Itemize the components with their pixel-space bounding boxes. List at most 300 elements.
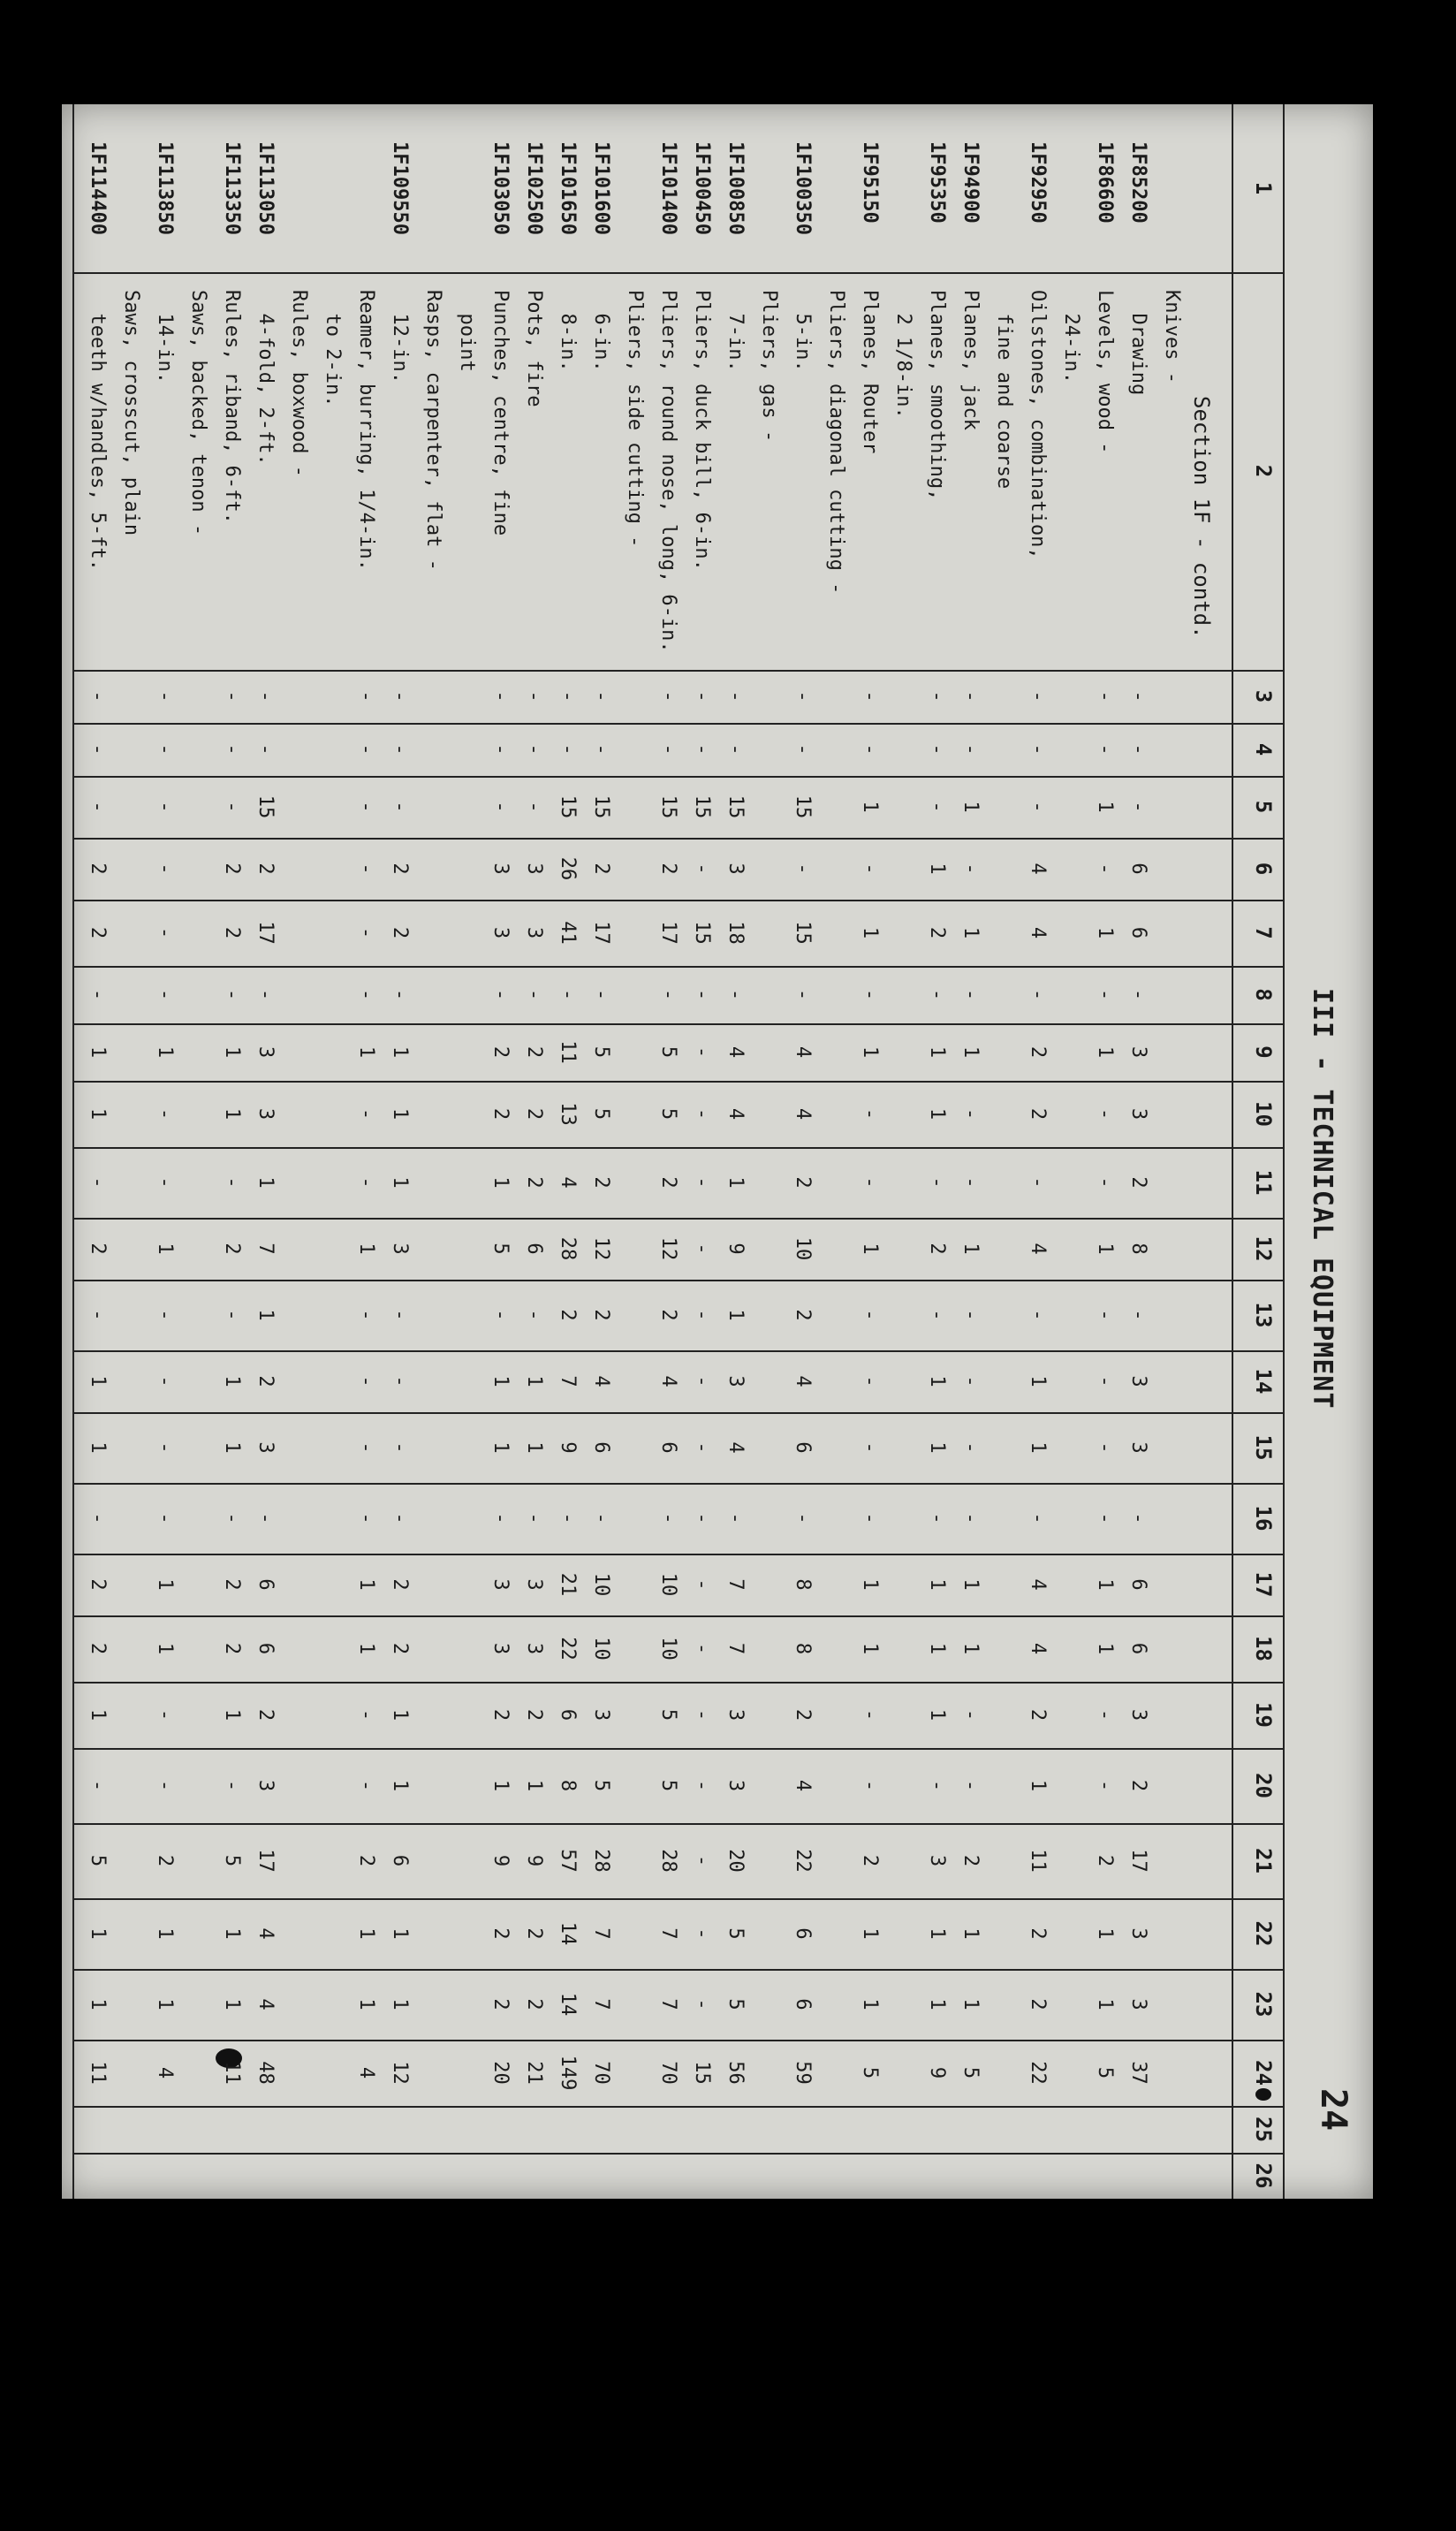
quantity-cell: - bbox=[355, 1708, 377, 1722]
quantity-cell: 1 bbox=[926, 1107, 948, 1121]
column-header: 9 bbox=[1251, 1045, 1276, 1059]
quantity-cell: - bbox=[959, 1107, 982, 1121]
stock-number: 1F101600 bbox=[590, 141, 612, 235]
column-header: 25 bbox=[1251, 2117, 1276, 2142]
item-description: Saws, crosscut, plain bbox=[120, 290, 142, 536]
quantity-cell: 1 bbox=[959, 1642, 982, 1655]
quantity-cell: 1 bbox=[959, 926, 982, 939]
quantity-cell: 21 bbox=[557, 1572, 579, 1597]
quantity-cell: 5 bbox=[724, 1927, 747, 1940]
quantity-cell: 2 bbox=[557, 1309, 579, 1321]
quantity-cell: 4 bbox=[724, 1441, 747, 1454]
quantity-cell: 2 bbox=[87, 1578, 109, 1591]
quantity-cell: - bbox=[859, 743, 881, 756]
quantity-cell: - bbox=[355, 1107, 377, 1121]
quantity-cell: 5 bbox=[590, 1107, 612, 1121]
quantity-cell: - bbox=[691, 1854, 713, 1867]
quantity-cell: 4 bbox=[1027, 863, 1049, 875]
quantity-cell: - bbox=[959, 1441, 982, 1454]
quantity-cell: 5 bbox=[221, 1854, 243, 1867]
quantity-cell: 7 bbox=[590, 1927, 612, 1940]
quantity-cell: - bbox=[691, 1243, 713, 1255]
quantity-cell: - bbox=[221, 1779, 243, 1792]
quantity-cell: - bbox=[859, 1512, 881, 1524]
quantity-cell: - bbox=[355, 1309, 377, 1321]
quantity-cell: - bbox=[691, 1176, 713, 1189]
quantity-cell: 6 bbox=[389, 1854, 411, 1867]
quantity-cell: 59 bbox=[792, 2061, 814, 2085]
quantity-cell: 13 bbox=[557, 1102, 579, 1126]
quantity-cell: 11 bbox=[221, 2061, 243, 2085]
stock-number: 1F100350 bbox=[792, 141, 814, 235]
item-description: Pliers, gas - bbox=[758, 290, 780, 443]
quantity-cell: 3 bbox=[489, 863, 512, 875]
quantity-cell: 18 bbox=[724, 921, 747, 945]
quantity-cell: 1 bbox=[959, 801, 982, 813]
quantity-cell: 8 bbox=[792, 1578, 814, 1591]
quantity-cell: - bbox=[154, 1779, 176, 1792]
quantity-cell: - bbox=[959, 1309, 982, 1321]
quantity-cell: 4 bbox=[1027, 1243, 1049, 1255]
quantity-cell: - bbox=[389, 801, 411, 813]
quantity-cell: - bbox=[355, 1441, 377, 1454]
quantity-cell: 20 bbox=[489, 2061, 512, 2085]
quantity-cell: 10 bbox=[590, 1572, 612, 1597]
item-description: Rules, riband, 6-ft. bbox=[221, 290, 243, 524]
quantity-cell: 14 bbox=[557, 1992, 579, 2017]
item-description: Knives - bbox=[1161, 290, 1183, 384]
quantity-cell: 9 bbox=[724, 1243, 747, 1255]
stock-number: 1F101400 bbox=[657, 141, 679, 235]
quantity-cell: 4 bbox=[254, 1998, 277, 2010]
quantity-cell: 4 bbox=[590, 1375, 612, 1387]
quantity-cell: 1 bbox=[926, 1927, 948, 1940]
quantity-cell: - bbox=[1127, 1512, 1149, 1524]
top-rule bbox=[1283, 104, 1285, 2199]
quantity-cell: 1 bbox=[355, 1642, 377, 1655]
item-description: to 2-in. bbox=[322, 290, 344, 407]
quantity-cell: 37 bbox=[1127, 2061, 1149, 2085]
quantity-cell: - bbox=[355, 863, 377, 875]
stock-number: 1F113350 bbox=[221, 141, 243, 235]
quantity-cell: - bbox=[724, 1512, 747, 1524]
quantity-cell: - bbox=[657, 690, 679, 703]
quantity-cell: 1 bbox=[389, 1107, 411, 1121]
quantity-cell: 1 bbox=[1094, 1927, 1116, 1940]
quantity-cell: 2 bbox=[926, 1243, 948, 1255]
quantity-cell: 4 bbox=[657, 1375, 679, 1387]
quantity-cell: 5 bbox=[859, 2066, 881, 2079]
quantity-cell: - bbox=[523, 690, 545, 703]
quantity-cell: 6 bbox=[557, 1708, 579, 1722]
quantity-cell: - bbox=[1094, 690, 1116, 703]
quantity-cell: 1 bbox=[1094, 1642, 1116, 1655]
quantity-cell: 15 bbox=[691, 2061, 713, 2085]
quantity-cell: - bbox=[859, 1779, 881, 1792]
quantity-cell: - bbox=[1094, 1779, 1116, 1792]
quantity-cell: 1 bbox=[221, 1107, 243, 1121]
quantity-cell: 1 bbox=[221, 1045, 243, 1059]
item-description: fine and coarse bbox=[993, 290, 1015, 490]
column-divider bbox=[74, 272, 1285, 274]
quantity-cell: - bbox=[926, 1309, 948, 1321]
quantity-cell: 9 bbox=[523, 1854, 545, 1867]
quantity-cell: - bbox=[590, 1512, 612, 1524]
quantity-cell: 1 bbox=[1094, 1998, 1116, 2010]
stock-number: 1F92950 bbox=[1027, 141, 1049, 224]
quantity-cell: - bbox=[389, 690, 411, 703]
stock-number: 1F113850 bbox=[154, 141, 176, 235]
quantity-cell: - bbox=[154, 1441, 176, 1454]
quantity-cell: - bbox=[1027, 1309, 1049, 1321]
quantity-cell: 26 bbox=[557, 856, 579, 881]
quantity-cell: 5 bbox=[590, 1779, 612, 1792]
quantity-cell: 2 bbox=[792, 1309, 814, 1321]
quantity-cell: - bbox=[355, 1176, 377, 1189]
quantity-cell: - bbox=[1127, 1309, 1149, 1321]
quantity-cell: 1 bbox=[926, 1375, 948, 1387]
quantity-cell: - bbox=[859, 1309, 881, 1321]
quantity-cell: - bbox=[154, 1375, 176, 1387]
quantity-cell: - bbox=[523, 1309, 545, 1321]
quantity-cell: - bbox=[389, 1441, 411, 1454]
quantity-cell: 1 bbox=[489, 1375, 512, 1387]
quantity-cell: - bbox=[792, 863, 814, 875]
quantity-cell: 4 bbox=[1027, 1578, 1049, 1591]
item-description: point bbox=[456, 290, 478, 372]
column-header: 21 bbox=[1251, 1848, 1276, 1874]
quantity-cell: 57 bbox=[557, 1849, 579, 1873]
quantity-cell: - bbox=[557, 988, 579, 1001]
quantity-cell: - bbox=[691, 1779, 713, 1792]
quantity-cell: 1 bbox=[254, 1176, 277, 1189]
quantity-cell: - bbox=[389, 1309, 411, 1321]
quantity-cell: - bbox=[1094, 988, 1116, 1001]
quantity-cell: - bbox=[859, 1107, 881, 1121]
quantity-cell: 8 bbox=[1127, 1243, 1149, 1255]
quantity-cell: - bbox=[959, 1375, 982, 1387]
quantity-cell: - bbox=[154, 801, 176, 813]
quantity-cell: 6 bbox=[254, 1642, 277, 1655]
column-header: 18 bbox=[1251, 1636, 1276, 1661]
column-header: 26 bbox=[1251, 2162, 1276, 2189]
quantity-cell: 5 bbox=[657, 1779, 679, 1792]
quantity-cell: 56 bbox=[724, 2061, 747, 2085]
quantity-cell: 6 bbox=[792, 1998, 814, 2010]
quantity-cell: 1 bbox=[389, 1176, 411, 1189]
item-description: Drawing bbox=[1127, 290, 1149, 396]
stock-number: 1F109550 bbox=[389, 141, 411, 235]
quantity-cell: 2 bbox=[657, 1309, 679, 1321]
quantity-cell: 41 bbox=[557, 921, 579, 945]
quantity-cell: 20 bbox=[724, 1849, 747, 1873]
quantity-cell: 8 bbox=[557, 1779, 579, 1792]
quantity-cell: 28 bbox=[590, 1849, 612, 1873]
quantity-cell: 1 bbox=[926, 1045, 948, 1059]
quantity-cell: - bbox=[355, 1512, 377, 1524]
quantity-cell: 17 bbox=[254, 921, 277, 945]
quantity-cell: - bbox=[859, 690, 881, 703]
quantity-cell: 10 bbox=[590, 1637, 612, 1661]
quantity-cell: 149 bbox=[557, 2055, 579, 2091]
quantity-cell: - bbox=[489, 743, 512, 756]
quantity-cell: - bbox=[221, 1176, 243, 1189]
column-header: 23 bbox=[1251, 1991, 1276, 2018]
quantity-cell: - bbox=[1094, 1441, 1116, 1454]
quantity-cell: - bbox=[355, 988, 377, 1001]
quantity-cell: - bbox=[557, 690, 579, 703]
quantity-cell: 1 bbox=[1094, 926, 1116, 939]
quantity-cell: - bbox=[355, 1375, 377, 1387]
quantity-cell: 3 bbox=[724, 1375, 747, 1387]
quantity-cell: 2 bbox=[154, 1854, 176, 1867]
quantity-cell: - bbox=[691, 690, 713, 703]
quantity-cell: 1 bbox=[1094, 801, 1116, 813]
stock-number: 1F95150 bbox=[859, 141, 881, 224]
quantity-cell: 3 bbox=[523, 863, 545, 875]
quantity-cell: 1 bbox=[959, 1243, 982, 1255]
quantity-cell: 2 bbox=[254, 1375, 277, 1387]
item-description: 12-in. bbox=[389, 290, 411, 384]
quantity-cell: 4 bbox=[254, 1927, 277, 1940]
quantity-cell: - bbox=[691, 743, 713, 756]
quantity-cell: - bbox=[1094, 1375, 1116, 1387]
quantity-cell: 4 bbox=[355, 2066, 377, 2079]
quantity-cell: - bbox=[959, 1708, 982, 1722]
quantity-cell: 10 bbox=[657, 1637, 679, 1661]
quantity-cell: - bbox=[691, 1708, 713, 1722]
quantity-cell: - bbox=[859, 863, 881, 875]
item-description: Reamer, burring, 1/4-in. bbox=[355, 290, 377, 571]
quantity-cell: 4 bbox=[792, 1045, 814, 1059]
quantity-cell: 1 bbox=[355, 1578, 377, 1591]
bottom-rule bbox=[72, 104, 74, 2199]
quantity-cell: - bbox=[154, 690, 176, 703]
quantity-cell: 15 bbox=[557, 794, 579, 819]
quantity-cell: - bbox=[859, 1375, 881, 1387]
quantity-cell: 15 bbox=[590, 794, 612, 819]
quantity-cell: 5 bbox=[657, 1107, 679, 1121]
quantity-cell: - bbox=[1127, 690, 1149, 703]
quantity-cell: - bbox=[523, 1512, 545, 1524]
quantity-cell: 15 bbox=[657, 794, 679, 819]
item-description: 24-in. bbox=[1060, 290, 1082, 384]
quantity-cell: 2 bbox=[590, 863, 612, 875]
quantity-cell: 15 bbox=[792, 921, 814, 945]
column-header: 13 bbox=[1251, 1302, 1276, 1328]
quantity-cell: 7 bbox=[724, 1578, 747, 1591]
quantity-cell: - bbox=[1127, 743, 1149, 756]
quantity-cell: 1 bbox=[859, 1045, 881, 1059]
quantity-cell: 7 bbox=[657, 1927, 679, 1940]
quantity-cell: 6 bbox=[1127, 926, 1149, 939]
quantity-cell: - bbox=[691, 1107, 713, 1121]
quantity-cell: - bbox=[87, 801, 109, 813]
quantity-cell: - bbox=[154, 1107, 176, 1121]
quantity-cell: 2 bbox=[389, 1642, 411, 1655]
stock-number: 1F113050 bbox=[254, 141, 277, 235]
quantity-cell: - bbox=[87, 1309, 109, 1321]
quantity-cell: - bbox=[87, 690, 109, 703]
quantity-cell: - bbox=[389, 1512, 411, 1524]
quantity-cell: 3 bbox=[724, 1779, 747, 1792]
quantity-cell: - bbox=[221, 690, 243, 703]
quantity-cell: 1 bbox=[389, 1708, 411, 1722]
column-header: 2 bbox=[1251, 464, 1276, 478]
quantity-cell: - bbox=[926, 988, 948, 1001]
quantity-cell: 3 bbox=[1127, 1708, 1149, 1722]
quantity-cell: 70 bbox=[657, 2061, 679, 2085]
quantity-cell: 5 bbox=[657, 1708, 679, 1722]
quantity-cell: 2 bbox=[489, 1045, 512, 1059]
quantity-cell: 4 bbox=[792, 1779, 814, 1792]
document-paper bbox=[62, 104, 1373, 2199]
quantity-cell: 4 bbox=[1027, 926, 1049, 939]
quantity-cell: 1 bbox=[859, 1642, 881, 1655]
stock-number: 1F114400 bbox=[87, 141, 109, 235]
quantity-cell: - bbox=[859, 1708, 881, 1722]
item-description: Pliers, side cutting - bbox=[624, 290, 646, 548]
column-header: 5 bbox=[1251, 800, 1276, 814]
quantity-cell: - bbox=[254, 690, 277, 703]
quantity-cell: - bbox=[355, 743, 377, 756]
quantity-cell: 2 bbox=[87, 926, 109, 939]
quantity-cell: - bbox=[859, 1176, 881, 1189]
stock-number: 1F85200 bbox=[1127, 141, 1149, 224]
quantity-cell: - bbox=[87, 988, 109, 1001]
quantity-cell: - bbox=[254, 1512, 277, 1524]
quantity-cell: 4 bbox=[154, 2066, 176, 2079]
quantity-cell: 11 bbox=[87, 2061, 109, 2085]
column-header: 22 bbox=[1251, 1920, 1276, 1947]
quantity-cell: 70 bbox=[590, 2061, 612, 2085]
item-description: 2 1/8-in. bbox=[892, 290, 914, 419]
quantity-cell: - bbox=[87, 1779, 109, 1792]
quantity-cell: 4 bbox=[1027, 1642, 1049, 1655]
quantity-cell: 1 bbox=[959, 1578, 982, 1591]
quantity-cell: 1 bbox=[154, 1243, 176, 1255]
quantity-cell: 48 bbox=[254, 2061, 277, 2085]
quantity-cell: - bbox=[154, 1309, 176, 1321]
quantity-cell: 1 bbox=[523, 1441, 545, 1454]
quantity-cell: 1 bbox=[389, 1779, 411, 1792]
quantity-cell: - bbox=[792, 1512, 814, 1524]
quantity-cell: - bbox=[221, 1512, 243, 1524]
quantity-cell: 2 bbox=[221, 1243, 243, 1255]
quantity-cell: 1 bbox=[926, 1998, 948, 2010]
quantity-cell: - bbox=[1027, 801, 1049, 813]
quantity-cell: 12 bbox=[590, 1236, 612, 1261]
quantity-cell: 3 bbox=[523, 1642, 545, 1655]
quantity-cell: - bbox=[959, 863, 982, 875]
quantity-cell: 1 bbox=[154, 1642, 176, 1655]
quantity-cell: 1 bbox=[154, 1998, 176, 2010]
item-description: Pliers, round nose, long, 6-in. bbox=[657, 290, 679, 653]
item-description: Planes, jack bbox=[959, 290, 982, 430]
quantity-cell: 1 bbox=[355, 1927, 377, 1940]
quantity-cell: 3 bbox=[254, 1045, 277, 1059]
quantity-cell: - bbox=[657, 988, 679, 1001]
quantity-cell: 5 bbox=[489, 1243, 512, 1255]
quantity-cell: 1 bbox=[1027, 1375, 1049, 1387]
quantity-cell: - bbox=[691, 1578, 713, 1591]
item-description: Planes, Router bbox=[859, 290, 881, 454]
column-header: 7 bbox=[1251, 926, 1276, 939]
quantity-cell: - bbox=[959, 743, 982, 756]
quantity-cell: 6 bbox=[657, 1441, 679, 1454]
quantity-cell: - bbox=[691, 1441, 713, 1454]
quantity-cell: 2 bbox=[523, 1998, 545, 2010]
item-description: 5-in. bbox=[792, 290, 814, 372]
quantity-cell: 11 bbox=[1027, 1849, 1049, 1873]
item-description: Planes, smoothing, bbox=[926, 290, 948, 501]
quantity-cell: 2 bbox=[254, 1708, 277, 1722]
quantity-cell: 22 bbox=[1027, 2061, 1049, 2085]
item-description: 7-in. bbox=[724, 290, 747, 372]
quantity-cell: - bbox=[489, 1309, 512, 1321]
quantity-cell: 1 bbox=[254, 1309, 277, 1321]
quantity-cell: - bbox=[1027, 690, 1049, 703]
quantity-cell: 3 bbox=[1127, 1375, 1149, 1387]
quantity-cell: 17 bbox=[1127, 1849, 1149, 1873]
quantity-cell: - bbox=[1094, 743, 1116, 756]
quantity-cell: 2 bbox=[657, 863, 679, 875]
quantity-cell: 22 bbox=[792, 1849, 814, 1873]
quantity-cell: - bbox=[657, 743, 679, 756]
quantity-cell: - bbox=[1027, 988, 1049, 1001]
quantity-cell: 3 bbox=[523, 926, 545, 939]
quantity-cell: - bbox=[691, 1927, 713, 1940]
quantity-cell: 12 bbox=[389, 2061, 411, 2085]
item-description: Oilstones, combination, bbox=[1027, 290, 1049, 559]
quantity-cell: 2 bbox=[859, 1854, 881, 1867]
quantity-cell: 2 bbox=[1094, 1854, 1116, 1867]
stock-number: 1F100450 bbox=[691, 141, 713, 235]
quantity-cell: 1 bbox=[87, 1107, 109, 1121]
quantity-cell: 1 bbox=[959, 1927, 982, 1940]
stock-number: 1F103050 bbox=[489, 141, 512, 235]
quantity-cell: - bbox=[523, 801, 545, 813]
column-header: 3 bbox=[1251, 689, 1276, 703]
quantity-cell: 2 bbox=[221, 1642, 243, 1655]
column-header: 14 bbox=[1251, 1368, 1276, 1395]
quantity-cell: - bbox=[1027, 1176, 1049, 1189]
quantity-cell: 2 bbox=[87, 1243, 109, 1255]
quantity-cell: 1 bbox=[1027, 1779, 1049, 1792]
item-description: Pots, fire bbox=[523, 290, 545, 407]
quantity-cell: - bbox=[926, 1512, 948, 1524]
quantity-cell: 2 bbox=[1027, 1708, 1049, 1722]
quantity-cell: - bbox=[355, 690, 377, 703]
quantity-cell: 21 bbox=[523, 2061, 545, 2085]
quantity-cell: 22 bbox=[557, 1637, 579, 1661]
quantity-cell: 1 bbox=[221, 1708, 243, 1722]
quantity-cell: 10 bbox=[792, 1236, 814, 1261]
quantity-cell: 15 bbox=[691, 921, 713, 945]
quantity-cell: - bbox=[691, 1375, 713, 1387]
quantity-cell: 10 bbox=[657, 1572, 679, 1597]
quantity-cell: 4 bbox=[792, 1375, 814, 1387]
quantity-cell: 7 bbox=[657, 1998, 679, 2010]
quantity-cell: - bbox=[657, 1512, 679, 1524]
quantity-cell: 6 bbox=[1127, 863, 1149, 875]
quantity-cell: 4 bbox=[724, 1107, 747, 1121]
quantity-cell: 7 bbox=[557, 1375, 579, 1387]
quantity-cell: 3 bbox=[254, 1779, 277, 1792]
quantity-cell: - bbox=[691, 1512, 713, 1524]
quantity-cell: 1 bbox=[154, 1578, 176, 1591]
rotated-sheet bbox=[62, 104, 1373, 2199]
